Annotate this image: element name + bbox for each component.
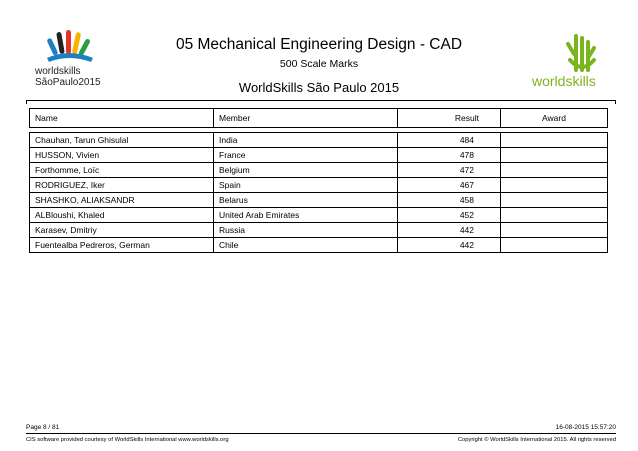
- cell-member: India: [214, 133, 398, 148]
- results-table: [29, 108, 608, 253]
- cell-award: [501, 133, 608, 148]
- table-row: [30, 148, 608, 163]
- cell-award: [501, 148, 608, 163]
- svg-text:worldskills: worldskills: [35, 66, 81, 77]
- cell-result: 442: [398, 238, 501, 253]
- cell-award: [501, 223, 608, 238]
- column-header-member: Member: [214, 109, 398, 128]
- cell-member: Chile: [214, 238, 398, 253]
- cell-award: [501, 178, 608, 193]
- cell-result: 458: [398, 193, 501, 208]
- page-title: 05 Mechanical Engineering Design - CAD: [175, 36, 463, 53]
- cell-award: [501, 193, 608, 208]
- page-number: Page 8 / 81: [26, 424, 60, 431]
- footer-divider: [26, 433, 616, 434]
- cell-member: United Arab Emirates: [214, 208, 398, 223]
- cell-name: SHASHKO, ALIAKSANDR: [30, 193, 214, 208]
- column-header-name: Name: [30, 109, 214, 128]
- cell-member: Belgium: [214, 163, 398, 178]
- page-subtitle: 500 Scale Marks: [279, 58, 359, 70]
- table-row: [30, 238, 608, 253]
- cell-award: [501, 163, 608, 178]
- footer-credit: CIS software provided courtesy of WorldSkills International www.worldskills.org: [26, 437, 229, 443]
- report-timestamp: 16-08-2015 15:57:20: [555, 424, 616, 431]
- cell-result: 478: [398, 148, 501, 163]
- cell-name: Fuentealba Pedreros, German: [30, 238, 214, 253]
- cell-result: 452: [398, 208, 501, 223]
- event-title: WorldSkills São Paulo 2015: [238, 80, 400, 95]
- column-header-result: Result: [398, 109, 501, 128]
- cell-member: France: [214, 148, 398, 163]
- cell-name: RODRIGUEZ, Iker: [30, 178, 214, 193]
- cell-award: [501, 208, 608, 223]
- header-divider: [26, 100, 616, 101]
- cell-member: Russia: [214, 223, 398, 238]
- cell-name: Chauhan, Tarun Ghisulal: [30, 133, 214, 148]
- cell-result: 442: [398, 223, 501, 238]
- cell-award: [501, 238, 608, 253]
- table-row: [30, 178, 608, 193]
- svg-text:SãoPaulo2015: SãoPaulo2015: [35, 77, 101, 88]
- svg-text:worldskills: worldskills: [532, 73, 596, 89]
- table-row: [30, 163, 608, 178]
- column-header-award: Award: [501, 109, 608, 128]
- cell-name: Karasev, Dmitriy: [30, 223, 214, 238]
- footer-copyright: Copyright © WorldSkills International 2015. All rights reserved: [457, 437, 616, 443]
- table-row: [30, 223, 608, 238]
- cell-result: 472: [398, 163, 501, 178]
- table-row: [30, 133, 608, 148]
- header-divider-right-tick: [615, 100, 616, 104]
- header-divider-left-tick: [26, 100, 27, 104]
- cell-name: HUSSON, Vivien: [30, 148, 214, 163]
- table-header-row: [30, 109, 608, 128]
- cell-result: 467: [398, 178, 501, 193]
- cell-name: ALBloushi, Khaled: [30, 208, 214, 223]
- table-row: [30, 208, 608, 223]
- cell-result: 484: [398, 133, 501, 148]
- table-row: [30, 193, 608, 208]
- cell-member: Belarus: [214, 193, 398, 208]
- cell-member: Spain: [214, 178, 398, 193]
- cell-name: Forthomme, Loïc: [30, 163, 214, 178]
